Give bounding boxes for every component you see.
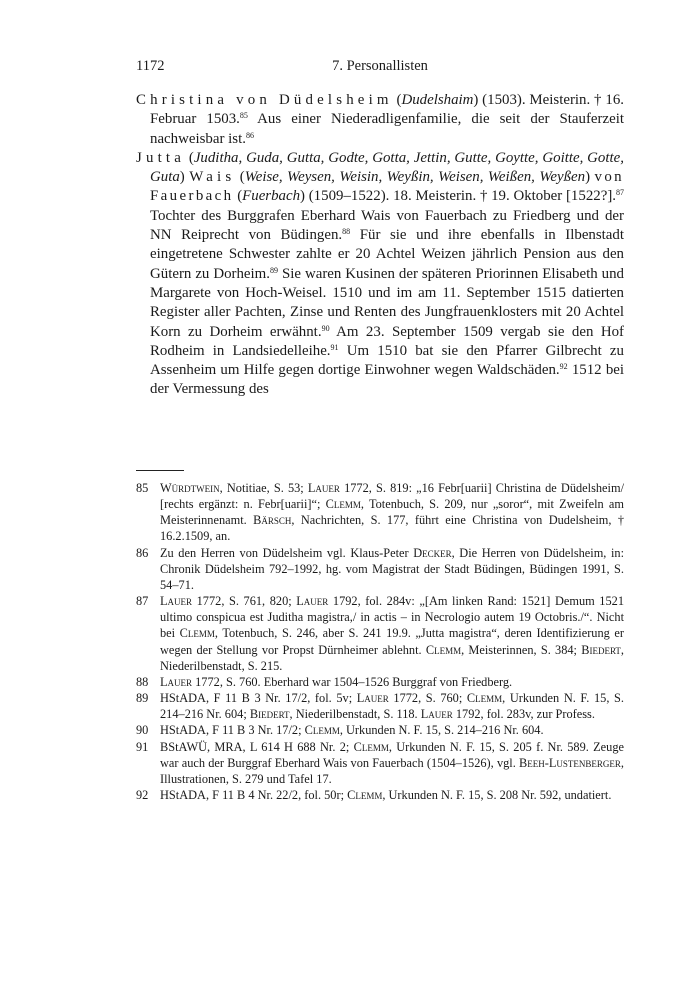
text-run: ) (1509–1522). 18. Meisterin. † 19. Oktober [1522?]. — [300, 188, 617, 205]
text-run: , Totenbuch, S. 209, nur „soror“, mit Zweifeln am Meisterinnenamt. — [160, 497, 624, 528]
text-run: Sie waren Kusinen der späteren Priorinnen Elisabeth und Margarete von Hoch-Weisel. 1510 und im am 11. September 1515 datierten Register aller Pachten, Zinse und Renten des Jungfrauenklosters mit 20 Achtel Korn zu Dorheim erwähnt. — [150, 265, 624, 340]
footnote-number: 85 — [136, 481, 149, 495]
text-run: Clemm — [304, 723, 340, 738]
page-header — [136, 58, 624, 80]
footnote-ref: 86 — [245, 130, 254, 140]
text-run: Lauer — [160, 594, 193, 609]
text-run: HStADA, F 11 B 3 Nr. 17/2; — [160, 723, 305, 738]
text-run: , Totenbuch, S. 246, aber S. 241 19.9. „Jutta magistra“, deren Identifizierung er wegen der Stellung vor Propst Dürnheimer ablehnt. — [160, 626, 624, 657]
text-run: Wais — [189, 169, 236, 186]
footnote-ref: 85 — [239, 111, 248, 121]
page — [136, 58, 624, 400]
footnote-text — [160, 690, 624, 722]
text-run: Für sie und ihre ebenfalls in Ilbenstadt eingetretene Schwester zahlte er 20 Achtel Weizen jährlich Pension aus den Gütern zu Dorheim. — [150, 227, 624, 282]
text-run: HStADA, F 11 B 3 Nr. 17/2, fol. 5v; — [160, 691, 357, 706]
person-entry — [136, 149, 624, 400]
text-run: Juditha, Guda, Gutta, Godte, Gotta, Jettin, Gutte, Goytte, Goitte, Gotte, Guta — [150, 149, 624, 186]
text-run: Jutta — [136, 149, 185, 166]
text-run: ( — [184, 149, 194, 166]
footnote-number: 90 — [136, 723, 149, 738]
text-run: ) — [179, 169, 190, 186]
text-run: ) — [585, 169, 595, 186]
footnote-ref: 89 — [270, 265, 278, 275]
text-run: 1772, S. 761, 820; — [192, 594, 297, 609]
text-run: Dudelshaim — [401, 92, 474, 108]
footnote-text — [160, 674, 624, 690]
footnote-text — [160, 787, 624, 803]
text-run: ( — [235, 169, 245, 186]
text-run: Clemm — [325, 497, 361, 512]
text-run: Christina von Düdelsheim — [136, 92, 393, 108]
footnote-ref: 90 — [321, 323, 330, 333]
text-run: , Die Herren von Düdelsheim, in: Chronik Düdelsheim 792–1992, hg. vom Magistrat der Stadt Büdingen, Büdingen 1991, S. 54–71. — [160, 545, 625, 592]
text-run: , Meisterinnen, S. 384; — [461, 642, 582, 657]
text-run: BStAWÜ, MRA, L 614 H 688 Nr. 2; — [160, 739, 354, 754]
text-run: Um 1510 bat sie den Pfarrer Gilbrecht zu Assenheim um Hilfe gegen dortige Einwohner wegen Waldschäden. — [150, 342, 624, 379]
footnote-ref: 91 — [330, 342, 339, 352]
text-run: ( — [392, 92, 402, 108]
text-run: Am 23. September 1509 vergab sie den Hof Rodheim in Landsiedelleihe. — [150, 323, 624, 359]
text-run: Clemm — [466, 691, 503, 706]
text-run: , Urkunden N. F. 15, S. 205 f. Nr. 589. Zeuge war auch der Burggraf Eberhard Wais von Fauerbach (1504–1526), vgl. — [160, 739, 624, 770]
text-run: Würdtwein — [160, 481, 220, 495]
footnote — [136, 593, 624, 674]
footnote-number: 91 — [136, 739, 149, 754]
text-run: Beeh-Lustenberger — [519, 755, 621, 770]
text-run: Clemm — [179, 626, 215, 641]
text-run: Lauer — [307, 481, 340, 495]
footnote-text — [160, 739, 624, 787]
footnote-text — [160, 593, 624, 674]
text-run: Clemm — [425, 642, 462, 657]
footnote — [136, 787, 624, 803]
text-run: Tochter des Burggrafen Eberhard Wais von Fauerbach zu Friedberg und der NN Reiprecht von Büdingen. — [150, 207, 624, 244]
text-run: 1792, fol. 284v: „[Am linken Rand: 1521] Demum 1521 ultimo conspicua est Juditha magistra,/ in actis – in Necrologio autem 19 Octobris./“. Nicht bei — [160, 594, 624, 641]
footnote — [136, 739, 624, 787]
running-head: 7. Personallisten — [332, 58, 428, 74]
person-entry — [136, 91, 624, 149]
text-run: 1792, fol. 283v, zur Profess. — [452, 707, 595, 722]
footnote-ref: 92 — [559, 362, 568, 372]
text-run: Lauer — [296, 594, 329, 609]
text-run: Weise, Weysen, Weisin, Weyßin, Weisen, Weißen, Weyßen — [244, 169, 586, 186]
text-run: Lauer — [160, 674, 193, 689]
footnote — [136, 480, 624, 545]
text-run: Clemm — [353, 739, 389, 754]
footnotes — [136, 480, 624, 803]
text-run: , Nachrichten, S. 177, führt eine Christina von Dudelsheim, † 16.2.1509, an. — [160, 513, 624, 544]
footnote — [136, 674, 624, 690]
text-run: , Notitiae, S. 53; — [219, 481, 308, 495]
text-run: 1772, S. 760; — [388, 691, 467, 706]
text-run: , Urkunden N. F. 15, S. 214–216 Nr. 604; — [160, 691, 624, 722]
text-run: 1512 bei der Vermessung des — [150, 362, 625, 398]
page-number: 1172 — [136, 58, 165, 74]
footnote — [136, 722, 624, 738]
text-run: Zu den Herren von Düdelsheim vgl. Klaus-Peter — [160, 545, 414, 560]
text-run: Bärsch — [253, 513, 292, 528]
text-run: HStADA, F 11 B 4 Nr. 22/2, fol. 50r; — [160, 787, 348, 802]
text-run: von Fauerbach — [150, 169, 624, 205]
footnote-text — [160, 722, 624, 738]
text-run: ( — [233, 188, 243, 205]
footnote-number: 87 — [136, 594, 149, 609]
text-run: Decker — [413, 545, 452, 560]
text-run: ) (1503). Meisterin. † 16. Februar 1503. — [150, 92, 624, 128]
text-run: Lauer — [356, 691, 389, 706]
footnote — [136, 690, 624, 722]
text-run: Lauer — [420, 707, 453, 722]
footnote-number: 89 — [136, 691, 149, 706]
footnote-number: 86 — [136, 545, 149, 560]
text-run: Biedert — [249, 707, 290, 722]
text-run: Aus einer Niederadligenfamilie, die seit der Stauferzeit nachweisbar ist. — [150, 111, 624, 147]
text-run: 1772, S. 760. Eberhard war 1504–1526 Burggraf von Friedberg. — [192, 674, 513, 689]
text-run: Fuerbach — [242, 188, 301, 205]
main-text — [136, 91, 624, 400]
text-run: Clemm — [347, 787, 383, 802]
text-run: , Illustrationen, S. 279 und Tafel 17. — [160, 755, 624, 786]
footnote-ref: 88 — [342, 227, 351, 237]
footnote-text — [160, 545, 624, 593]
footnote-ref: 87 — [616, 188, 625, 198]
text-run: , Urkunden N. F. 15, S. 214–216 Nr. 604. — [339, 723, 544, 738]
text-run: Biedert — [581, 642, 621, 657]
text-run: , Niederilbenstadt, S. 215. — [160, 642, 624, 673]
footnote-number: 92 — [136, 787, 149, 802]
footnote-separator — [136, 470, 184, 471]
footnote — [136, 545, 624, 593]
footnote-number: 88 — [136, 674, 149, 689]
text-run: 1772, S. 819: „16 Febr[uarii] Christina de Düdelsheim/ [rechts ergänzt: n. Febr[uarii]“; — [160, 481, 624, 512]
text-run: , Niederilbenstadt, S. 118. — [289, 707, 421, 722]
text-run: , Urkunden N. F. 15, S. 208 Nr. 592, undatiert. — [382, 787, 612, 802]
footnote-text — [160, 480, 624, 545]
